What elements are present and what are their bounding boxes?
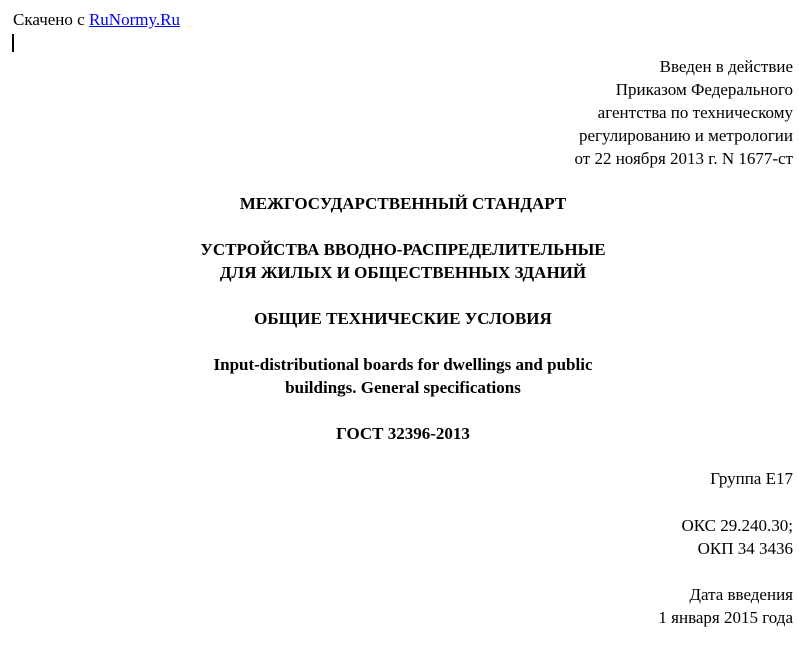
standard-type: МЕЖГОСУДАРСТВЕННЫЙ СТАНДАРТ bbox=[239, 194, 567, 213]
title-ru bbox=[0, 238, 799, 284]
enactment-line: Введен в действие bbox=[659, 57, 793, 76]
title-en bbox=[0, 353, 799, 399]
enactment-line: регулированию и метрологии bbox=[578, 126, 793, 145]
title-ru-line: ДЛЯ ЖИЛЫХ И ОБЩЕСТВЕННЫХ ЗДАНИЙ bbox=[219, 263, 587, 282]
designation-heading bbox=[0, 422, 799, 445]
designation: ГОСТ 32396-2013 bbox=[336, 424, 470, 443]
enactment-line: агентства по техническому bbox=[597, 103, 793, 122]
group-block bbox=[710, 467, 793, 490]
oks-code: ОКС 29.240.30; bbox=[681, 516, 793, 535]
effective-date-label: Дата введения bbox=[689, 585, 793, 604]
classification-block bbox=[681, 514, 793, 560]
enactment-line: от 22 ноября 2013 г. N 1677-ст bbox=[574, 149, 793, 168]
title-ru-line: УСТРОЙСТВА ВВОДНО-РАСПРЕДЕЛИТЕЛЬНЫЕ bbox=[200, 240, 606, 259]
effective-date-value: 1 января 2015 года bbox=[658, 608, 793, 627]
title-en-line: Input-distributional boards for dwellings and public bbox=[213, 355, 593, 374]
enactment-line: Приказом Федерального bbox=[615, 80, 793, 99]
runormy-link[interactable]: RuNormy.Ru bbox=[88, 10, 180, 29]
standard-type-heading bbox=[0, 192, 799, 215]
source-prefix: Скачено с bbox=[13, 10, 89, 29]
group-code: Группа Е17 bbox=[710, 469, 793, 488]
okp-code: ОКП 34 3436 bbox=[697, 539, 793, 558]
source-note bbox=[13, 8, 180, 31]
effective-date-block bbox=[658, 583, 793, 629]
text-cursor bbox=[12, 34, 14, 52]
subtitle-ru-line: ОБЩИЕ ТЕХНИЧЕСКИЕ УСЛОВИЯ bbox=[254, 309, 552, 328]
subtitle-ru bbox=[0, 307, 799, 330]
enactment-block bbox=[575, 55, 794, 170]
title-en-line: buildings. General specifications bbox=[285, 378, 521, 397]
